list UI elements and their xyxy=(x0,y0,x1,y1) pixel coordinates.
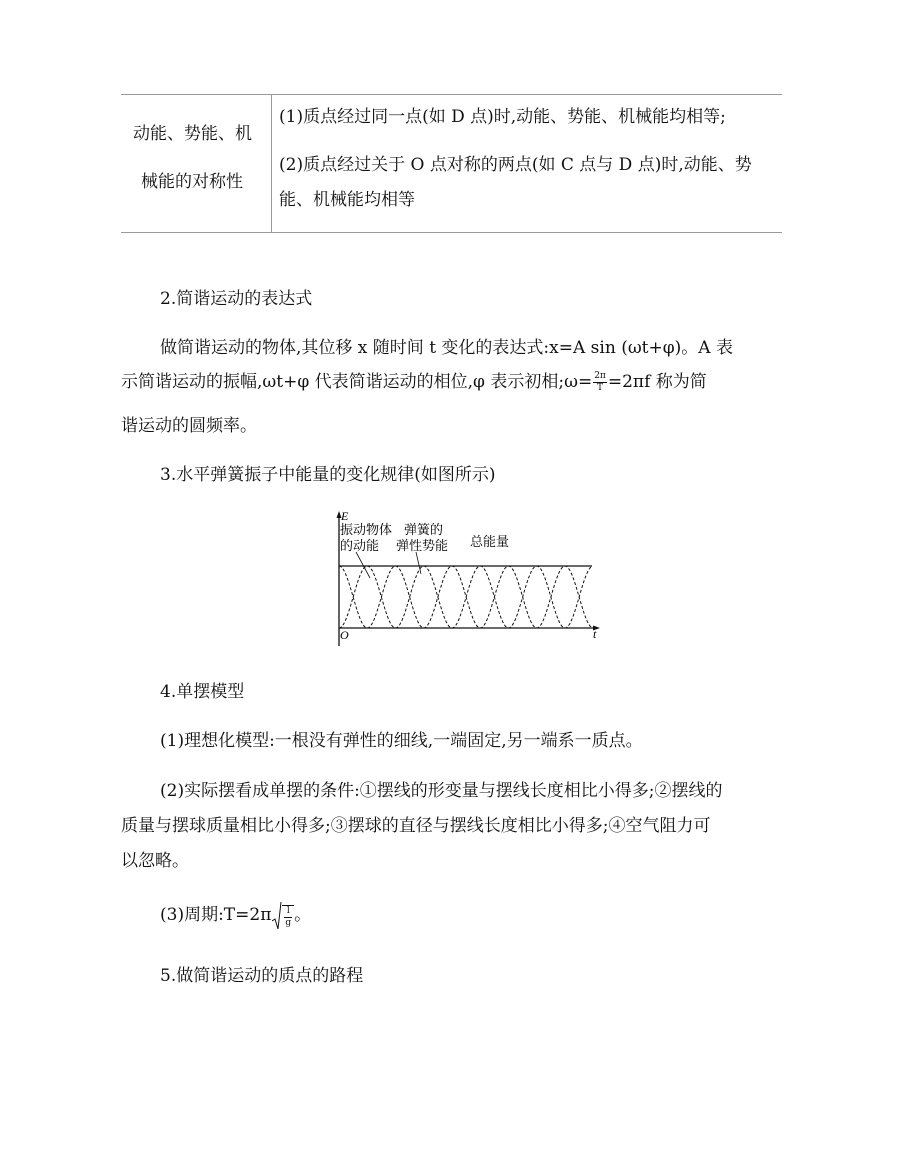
table-left-cell xyxy=(121,95,271,232)
annotation-total-energy: 总能量 xyxy=(470,535,510,550)
period-formula-suffix: 。 xyxy=(294,905,312,925)
annotation-potential-2: 弹性势能 xyxy=(396,539,449,554)
section-4-item-2-line-2: 质量与摆球质量相比小得多;③摆球的直径与摆线长度相比小得多;④空气阻力可 xyxy=(121,816,711,836)
section-2-line-2 xyxy=(121,367,707,394)
section-2-line-3: 谐运动的圆频率。 xyxy=(121,416,257,436)
origin-label: O xyxy=(340,628,349,642)
section-2-line-2-a: 示简谐运动的振幅,ωt+φ 代表简谐运动的相位,φ 表示初相;ω= xyxy=(121,372,593,392)
right-cell-line-3: 能、机械能均相等 xyxy=(279,190,415,210)
sqrt-expression xyxy=(272,901,294,931)
kinetic-pointer xyxy=(356,552,370,578)
potential-energy-curve xyxy=(339,566,592,628)
sqrt-numerator: l xyxy=(284,906,292,918)
y-axis-label: E xyxy=(341,509,349,523)
annotation-kinetic-2: 的动能 xyxy=(340,539,380,554)
section-2-line-2-b: =2πf 称为简 xyxy=(607,372,707,392)
section-5-heading: 5.做简谐运动的质点的路程 xyxy=(160,966,364,986)
left-cell-line-1: 动能、势能、机 xyxy=(133,124,252,144)
energy-chart xyxy=(334,508,604,650)
section-4-item-2-line-3: 以忽略。 xyxy=(121,851,189,871)
period-formula-prefix: (3)周期:T=2π xyxy=(160,905,272,925)
annotation-kinetic-1: 振动物体 xyxy=(340,523,393,538)
section-4-item-2-line-1: (2)实际摆看成单摆的条件:①摆线的形变量与摆线长度相比小得多;②摆线的 xyxy=(160,781,723,801)
fraction-denominator: T xyxy=(597,383,604,393)
sqrt-denominator: g xyxy=(285,917,292,928)
sqrt-fraction xyxy=(284,906,292,929)
section-4-heading: 4.单摆模型 xyxy=(160,682,245,702)
section-4-item-1: (1)理想化模型:一根没有弹性的细线,一端固定,另一端系一质点。 xyxy=(160,731,643,751)
x-axis-label: t xyxy=(593,627,597,641)
right-cell-line-2: (2)质点经过关于 O 点对称的两点(如 C 点与 D 点)时,动能、势 xyxy=(279,155,752,175)
section-4-item-3 xyxy=(160,900,311,931)
section-2-heading: 2.简谐运动的表达式 xyxy=(160,289,313,309)
kinetic-energy-curve xyxy=(339,566,592,628)
left-cell-line-2: 械能的对称性 xyxy=(141,172,243,192)
section-2-line-1: 做简谐运动的物体,其位移 x 随时间 t 变化的表达式:x=A sin (ωt+φ)。A 表 xyxy=(160,338,733,358)
symmetry-table xyxy=(121,94,782,233)
right-cell-line-1: (1)质点经过同一点(如 D 点)时,动能、势能、机械能均相等; xyxy=(279,107,726,127)
sqrt-sign-icon xyxy=(272,901,282,931)
fraction-numerator: 2π xyxy=(594,371,606,381)
sqrt-radicand xyxy=(282,905,294,929)
omega-fraction xyxy=(593,371,607,394)
table-divider xyxy=(271,95,272,232)
annotation-potential-1: 弹簧的 xyxy=(404,523,444,538)
section-3-heading: 3.水平弹簧振子中能量的变化规律(如图所示) xyxy=(160,465,496,485)
